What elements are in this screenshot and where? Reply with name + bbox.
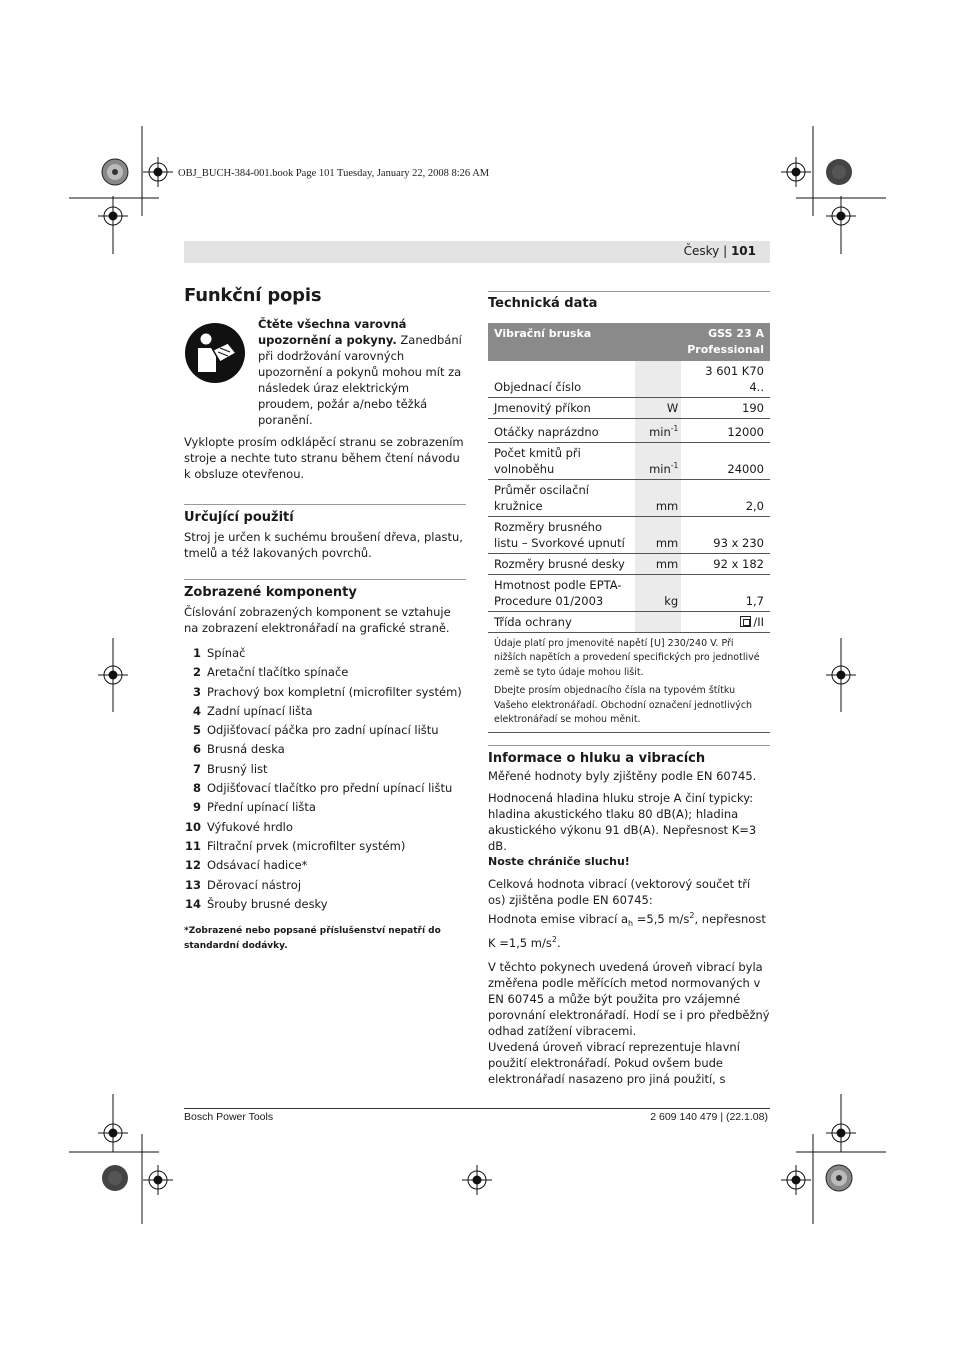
header-language: Česky xyxy=(683,244,720,258)
warning-body: Zanedbání při dodržování varovných upozornění a pokynů mohou mít za následek úraz elektrickým proudem, požár a/nebo těžká poranění. xyxy=(258,333,462,427)
unit-cell xyxy=(635,574,681,611)
component-label: Prachový box kompletní (microfilter systém) xyxy=(207,684,462,699)
param-cell xyxy=(488,611,635,632)
component-number: 4 xyxy=(192,703,201,718)
accessory-footnote: *Zobrazené nebo popsané příslušenství nepatří do standardní dodávky. xyxy=(184,926,441,952)
component-label: Brusný list xyxy=(207,761,268,776)
tech-data-body xyxy=(488,361,770,632)
registration-mark-icon xyxy=(826,201,856,231)
page-header xyxy=(184,241,770,263)
component-number: 7 xyxy=(192,761,201,776)
footer-brand: Bosch Power Tools xyxy=(184,1111,274,1123)
component-number: 5 xyxy=(192,723,201,738)
list-item xyxy=(184,856,466,875)
unit-superscript: -1 xyxy=(670,424,679,433)
registration-mark-icon xyxy=(462,1165,492,1195)
model-name: GSS 23 A xyxy=(708,327,764,340)
list-item xyxy=(184,876,466,895)
unit-text: mm xyxy=(655,498,679,513)
value-cell xyxy=(681,398,770,419)
value-text: 3 601 K70 4.. xyxy=(705,364,764,394)
value-text: 12000 xyxy=(727,424,764,439)
header-language-page xyxy=(684,244,756,258)
param-text: Jmenovitý příkon xyxy=(494,401,591,415)
unit-cell xyxy=(635,442,681,479)
table-row xyxy=(488,361,770,398)
value-text: 92 x 182 xyxy=(713,556,764,571)
list-item xyxy=(184,663,466,682)
print-slug: OBJ_BUCH-384-001.book Page 101 Tuesday, January 22, 2008 8:26 AM xyxy=(178,168,490,179)
value-cell xyxy=(681,479,770,516)
unit-cell xyxy=(635,419,681,443)
noise-measured: Měřené hodnoty byly zjištěny podle EN 60745. xyxy=(488,768,757,783)
value-cell xyxy=(681,419,770,443)
component-label: Šrouby brusné desky xyxy=(207,896,328,911)
unit-text: min xyxy=(649,424,671,439)
components-intro: Číslování zobrazených komponent se vztahuje na zobrazení elektronářadí na grafické straně. xyxy=(184,605,451,635)
component-number: 3 xyxy=(192,684,201,699)
component-label: Děrovací nástroj xyxy=(207,877,302,892)
value-cell xyxy=(681,611,770,632)
color-wheel-icon xyxy=(100,157,130,187)
page-title: Funkční popis xyxy=(184,285,322,306)
right-column xyxy=(488,291,770,1087)
vibration-uncertainty: , nepřesnost K =1,5 m/s xyxy=(488,911,766,950)
component-label: Brusná deska xyxy=(207,742,285,757)
param-text: Třída ochrany xyxy=(494,614,572,629)
param-cell xyxy=(488,361,635,398)
component-number: 11 xyxy=(184,838,201,853)
unit-cell xyxy=(635,553,681,574)
table-row xyxy=(488,553,770,574)
component-label: Odjišťovací páčka pro zadní upínací lištu xyxy=(207,723,439,738)
list-item xyxy=(184,895,466,914)
warning-bold: Čtěte všechna varovná upozornění a pokyny. xyxy=(258,317,407,347)
registration-mark-icon xyxy=(98,660,128,690)
component-label: Odsávací hadice* xyxy=(207,858,308,873)
component-number: 10 xyxy=(184,819,201,834)
registration-mark-icon xyxy=(781,1165,811,1195)
table-header-row xyxy=(488,323,770,361)
unit-text: W xyxy=(666,401,679,415)
param-text: Hmotnost podle EPTA-Procedure 01/2003 xyxy=(494,577,622,608)
fold-out-instruction: Vyklopte prosím odklápěcí stranu se zobrazením stroje a nechte tuto stranu během čtení návodu k obsluze otevřenou. xyxy=(184,435,464,481)
component-number: 2 xyxy=(192,665,201,680)
param-text: Objednací číslo xyxy=(494,380,582,394)
unit-text: mm xyxy=(655,556,679,571)
page-number: 101 xyxy=(730,244,756,258)
unit-cell xyxy=(635,361,681,398)
component-label: Výfukové hrdlo xyxy=(207,819,293,834)
component-number: 8 xyxy=(192,781,201,796)
intended-use-heading: Určující použití xyxy=(184,504,466,525)
unit-text: min xyxy=(649,461,671,476)
component-label: Aretační tlačítko spínače xyxy=(207,665,349,680)
table-row xyxy=(488,398,770,419)
component-label: Odjišťovací tlačítko pro přední upínací lištu xyxy=(207,781,453,796)
footer-doc-number: 2 609 140 479 | (22.1.08) xyxy=(650,1111,768,1123)
value-text: /II xyxy=(753,614,764,629)
list-item xyxy=(184,644,466,663)
param-text: Rozměry brusného listu – Svorkové upnutí xyxy=(494,519,625,550)
param-text: Počet kmitů při volnoběhu xyxy=(494,445,581,476)
vibration-total: Celková hodnota vibrací (vektorový součet tří os) zjištěna podle EN 60745: xyxy=(488,876,751,907)
safety-warning xyxy=(184,316,466,428)
warning-text xyxy=(258,316,466,428)
vibration-unit-sup: 2 xyxy=(689,910,695,920)
list-item xyxy=(184,760,466,779)
unit-text: mm xyxy=(655,535,679,550)
components-heading: Zobrazené komponenty xyxy=(184,579,466,600)
registration-mark-icon xyxy=(143,1165,173,1195)
param-cell xyxy=(488,516,635,553)
registration-mark-icon xyxy=(143,157,173,187)
component-number: 1 xyxy=(192,646,201,660)
vibration-end: . xyxy=(556,935,561,950)
color-wheel-icon xyxy=(824,1163,854,1193)
footer-divider xyxy=(184,1108,770,1109)
header-separator: | xyxy=(723,244,728,258)
protection-class-icon xyxy=(740,616,751,627)
component-label: Zadní upínací lišta xyxy=(207,703,313,718)
list-item xyxy=(184,837,466,856)
registration-mark-icon xyxy=(826,660,856,690)
unit-text: kg xyxy=(664,593,679,608)
vibration-subscript: h xyxy=(628,918,634,928)
table-row xyxy=(488,479,770,516)
param-cell xyxy=(488,479,635,516)
vibration-usage: Uvedená úroveň vibrací reprezentuje hlavní použití elektronářadí. Pokud ovšem bude elektronářadí nasazeno pro jiná použití, s xyxy=(488,1039,740,1086)
table-header-product-type: Vibrační bruska xyxy=(488,323,681,361)
param-cell xyxy=(488,442,635,479)
unit-cell xyxy=(635,611,681,632)
vibration-emission-label: Hodnota emise vibrací a xyxy=(488,911,629,926)
unit-cell xyxy=(635,479,681,516)
tech-data-table xyxy=(488,323,770,633)
value-cell xyxy=(681,516,770,553)
param-text: Rozměry brusné desky xyxy=(494,556,625,571)
param-cell xyxy=(488,398,635,419)
component-number: 6 xyxy=(192,742,201,757)
vibration-uncertainty-sup: 2 xyxy=(551,934,557,944)
param-text: Otáčky naprázdno xyxy=(494,424,599,439)
param-cell xyxy=(488,553,635,574)
hearing-protection-warning: Noste chrániče sluchu! xyxy=(488,854,630,868)
list-item xyxy=(184,798,466,817)
unit-cell xyxy=(635,398,681,419)
table-row xyxy=(488,574,770,611)
value-cell xyxy=(681,574,770,611)
component-number: 12 xyxy=(184,858,201,873)
param-cell xyxy=(488,574,635,611)
component-number: 9 xyxy=(192,800,201,815)
param-text: Průměr oscilační kružnice xyxy=(494,482,590,513)
value-text: 190 xyxy=(742,401,764,415)
vibration-method: V těchto pokynech uvedená úroveň vibrací byla změřena podle měřících metod normovaných v EN 60745 a může být použita pro vzájemné porovnání elektronářadí. Hodí se i pro předběžný odhad zatížení vibracemi. xyxy=(488,959,770,1038)
value-text: 93 x 230 xyxy=(713,535,764,550)
list-item xyxy=(184,740,466,759)
registration-mark-icon xyxy=(98,201,128,231)
value-cell xyxy=(681,442,770,479)
table-row xyxy=(488,611,770,632)
table-header-model xyxy=(681,323,770,361)
registration-mark-icon xyxy=(98,1118,128,1148)
noise-vibration-heading: Informace o hluku a vibracích xyxy=(488,745,770,766)
model-line: Professional xyxy=(687,343,764,356)
value-cell xyxy=(681,361,770,398)
read-manual-icon xyxy=(184,322,246,384)
component-number: 14 xyxy=(184,896,201,911)
table-row xyxy=(488,419,770,443)
param-cell xyxy=(488,419,635,443)
component-number: 13 xyxy=(184,877,201,892)
value-text: 24000 xyxy=(727,461,764,476)
left-column xyxy=(184,285,466,954)
tech-data-heading: Technická data xyxy=(488,291,770,323)
value-text: 2,0 xyxy=(745,498,764,513)
registration-mark-icon xyxy=(826,1118,856,1148)
component-label: Přední upínací lišta xyxy=(207,800,316,815)
list-item xyxy=(184,779,466,798)
table-note-voltage: Údaje platí pro jmenovité napětí [U] 230/240 V. Při nižších napětích a provedení specifických pro jednotlivé země se tyto údaje mohou lišit. xyxy=(494,637,760,678)
value-cell xyxy=(681,553,770,574)
intended-use-text: Stroj je určen k suchému broušení dřeva, plastu, tmelů a též lakovaných povrchů. xyxy=(184,530,463,560)
registration-mark-icon xyxy=(781,157,811,187)
color-wheel-icon xyxy=(824,157,854,187)
color-wheel-icon xyxy=(100,1163,130,1193)
value-text: 1,7 xyxy=(745,593,764,608)
list-item xyxy=(184,702,466,721)
list-item xyxy=(184,683,466,702)
list-item xyxy=(184,721,466,740)
components-list xyxy=(184,644,466,914)
table-row xyxy=(488,516,770,553)
table-row xyxy=(488,442,770,479)
vibration-emission xyxy=(488,908,770,951)
table-note-order-number: Dbejte prosím objednacího čísla na typovém štítku Vašeho elektronářadí. Obchodní označení jednotlivých elektronářadí se mohou měnit. xyxy=(488,680,770,733)
noise-level: Hodnocená hladina hluku stroje A činí typicky: hladina akustického tlaku 80 dB(A); hladina akustického výkonu 91 dB(A). Nepřesnost K=3 dB. xyxy=(488,790,757,853)
component-label: Spínač xyxy=(207,646,246,660)
unit-cell xyxy=(635,516,681,553)
list-item xyxy=(184,818,466,837)
unit-superscript: -1 xyxy=(670,461,679,470)
component-label: Filtrační prvek (microfilter systém) xyxy=(207,838,406,853)
vibration-value: =5,5 m/s xyxy=(633,911,690,926)
